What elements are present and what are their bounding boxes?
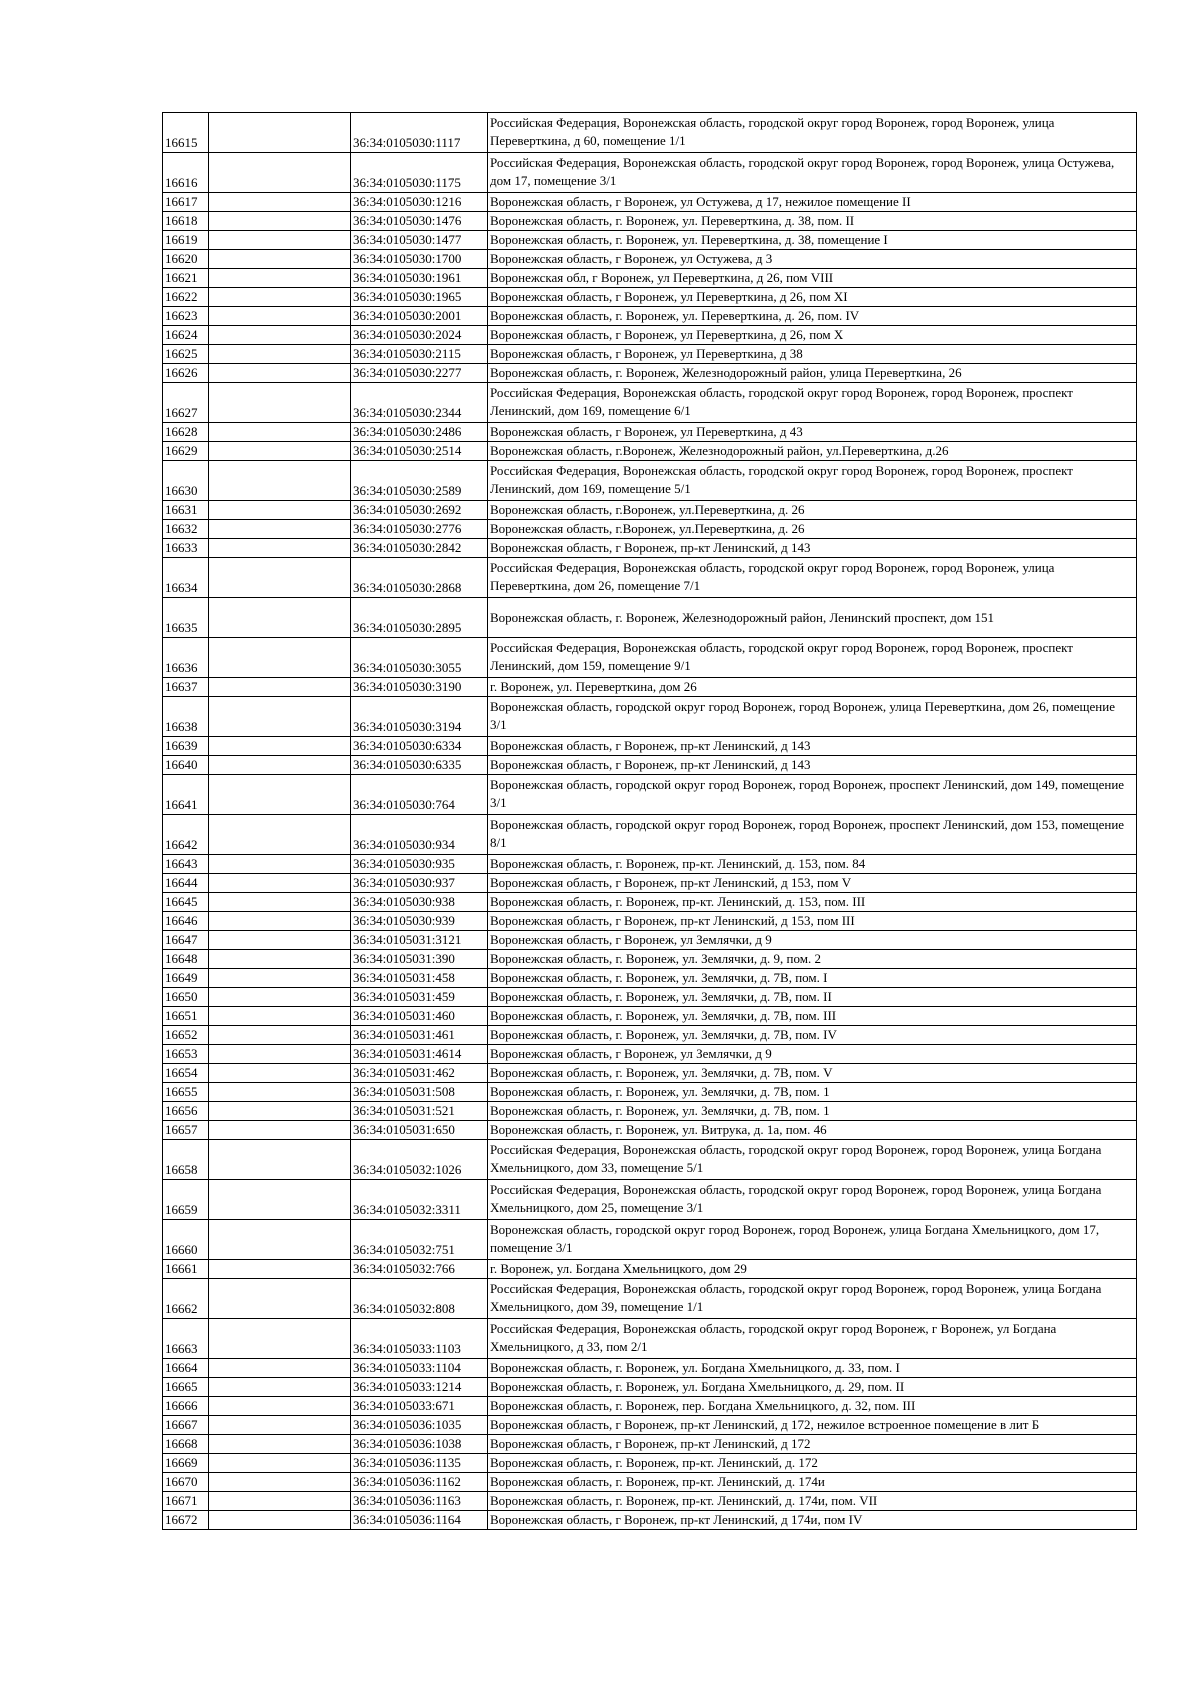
address-cell: Российская Федерация, Воронежская область, городской округ город Воронеж, город Воронеж, улица Переверткина, д 60, помещение 1/1 [488,113,1137,153]
address-cell: Воронежская область, г. Воронеж, ул. Переверткина, д. 26, пом. IV [488,307,1137,326]
cadastral-number-cell: 36:34:0105030:1477 [351,231,488,250]
empty-cell [209,775,351,815]
address-cell: Российская Федерация, Воронежская область, городской округ город Воронеж, город Воронеж, проспект Ленинский, дом 159, помещение 9/1 [488,638,1137,678]
table-row [163,113,1137,153]
address-cell: Воронежская область, г Воронеж, ул Землячки, д 9 [488,1045,1137,1064]
row-number-cell: 16643 [163,855,209,874]
cadastral-number-cell: 36:34:0105033:1214 [351,1378,488,1397]
row-number-cell: 16657 [163,1121,209,1140]
table-row [163,598,1137,638]
empty-cell [209,1102,351,1121]
address-cell: Воронежская область, городской округ город Воронеж, город Воронеж, улица Переверткина, дом 26, помещение 3/1 [488,697,1137,737]
cadastral-number-cell: 36:34:0105030:938 [351,893,488,912]
cadastral-number-cell: 36:34:0105030:2115 [351,345,488,364]
row-number-cell: 16628 [163,423,209,442]
table-row [163,1026,1137,1045]
cadastral-number-cell: 36:34:0105031:459 [351,988,488,1007]
cadastral-number-cell: 36:34:0105030:3194 [351,697,488,737]
row-number-cell: 16664 [163,1359,209,1378]
empty-cell [209,1045,351,1064]
table-row [163,442,1137,461]
address-cell: Воронежская область, г Воронеж, пр-кт Ленинский, д 143 [488,756,1137,775]
address-cell: Воронежская область, г. Воронеж, ул. Землячки, д. 9, пом. 2 [488,950,1137,969]
row-number-cell: 16659 [163,1180,209,1220]
empty-cell [209,1083,351,1102]
empty-cell [209,969,351,988]
row-number-cell: 16644 [163,874,209,893]
row-number-cell: 16653 [163,1045,209,1064]
table-row [163,501,1137,520]
empty-cell [209,364,351,383]
address-cell: Воронежская область, г. Воронеж, ул. Землячки, д. 7В, пом. III [488,1007,1137,1026]
cadastral-number-cell: 36:34:0105031:460 [351,1007,488,1026]
cadastral-number-cell: 36:34:0105030:2692 [351,501,488,520]
row-number-cell: 16627 [163,383,209,423]
table-row [163,1319,1137,1359]
table-row [163,931,1137,950]
row-number-cell: 16620 [163,250,209,269]
table-row [163,775,1137,815]
cadastral-number-cell: 36:34:0105031:508 [351,1083,488,1102]
row-number-cell: 16650 [163,988,209,1007]
row-number-cell: 16658 [163,1140,209,1180]
empty-cell [209,874,351,893]
address-cell: Воронежская область, г.Воронеж, ул.Переверткина, д. 26 [488,501,1137,520]
row-number-cell: 16665 [163,1378,209,1397]
empty-cell [209,1279,351,1319]
empty-cell [209,893,351,912]
row-number-cell: 16667 [163,1416,209,1435]
table-row [163,1378,1137,1397]
empty-cell [209,1511,351,1530]
table-row [163,193,1137,212]
table-row [163,1180,1137,1220]
address-cell: Воронежская область, г Воронеж, пр-кт Ленинский, д 174и, пом IV [488,1511,1137,1530]
cadastral-number-cell: 36:34:0105032:751 [351,1220,488,1260]
cadastral-number-cell: 36:34:0105030:1476 [351,212,488,231]
table-row [163,1007,1137,1026]
table-row [163,326,1137,345]
empty-cell [209,1435,351,1454]
row-number-cell: 16656 [163,1102,209,1121]
address-cell: Воронежская область, г. Воронеж, ул. Землячки, д. 7В, пом. I [488,969,1137,988]
cadastral-number-cell: 36:34:0105030:2776 [351,520,488,539]
empty-cell [209,113,351,153]
cadastral-number-cell: 36:34:0105032:3311 [351,1180,488,1220]
row-number-cell: 16635 [163,598,209,638]
empty-cell [209,1319,351,1359]
empty-cell [209,539,351,558]
registry-table [162,112,1137,1530]
cadastral-number-cell: 36:34:0105030:2895 [351,598,488,638]
table-row [163,912,1137,931]
cadastral-number-cell: 36:34:0105031:3121 [351,931,488,950]
row-number-cell: 16672 [163,1511,209,1530]
empty-cell [209,461,351,501]
cadastral-number-cell: 36:34:0105030:2589 [351,461,488,501]
row-number-cell: 16623 [163,307,209,326]
row-number-cell: 16663 [163,1319,209,1359]
address-cell: Воронежская область, г. Воронеж, ул. Землячки, д. 7В, пом. 1 [488,1102,1137,1121]
empty-cell [209,1492,351,1511]
empty-cell [209,345,351,364]
address-cell: Воронежская область, г. Воронеж, пр-кт. Ленинский, д. 153, пом. 84 [488,855,1137,874]
cadastral-number-cell: 36:34:0105030:935 [351,855,488,874]
empty-cell [209,1454,351,1473]
cadastral-number-cell: 36:34:0105036:1135 [351,1454,488,1473]
empty-cell [209,950,351,969]
address-cell: Воронежская область, г. Воронеж, ул. Землячки, д. 7В, пом. IV [488,1026,1137,1045]
address-cell: Воронежская область, г. Воронеж, ул. Богдана Хмельницкого, д. 33, пом. I [488,1359,1137,1378]
empty-cell [209,988,351,1007]
cadastral-number-cell: 36:34:0105030:2344 [351,383,488,423]
empty-cell [209,326,351,345]
address-cell: Воронежская область, г. Воронеж, ул. Переверткина, д. 38, помещение I [488,231,1137,250]
table-row [163,697,1137,737]
cadastral-number-cell: 36:34:0105030:1965 [351,288,488,307]
cadastral-number-cell: 36:34:0105031:521 [351,1102,488,1121]
row-number-cell: 16625 [163,345,209,364]
address-cell: Российская Федерация, Воронежская область, городской округ город Воронеж, город Воронеж, улица Переверткина, дом 26, помещение 7/1 [488,558,1137,598]
table-row [163,1102,1137,1121]
cadastral-number-cell: 36:34:0105030:6335 [351,756,488,775]
address-cell: Российская Федерация, Воронежская область, городской округ город Воронеж, город Воронеж, проспект Ленинский, дом 169, помещение 5/1 [488,461,1137,501]
empty-cell [209,1220,351,1260]
empty-cell [209,231,351,250]
cadastral-number-cell: 36:34:0105030:1117 [351,113,488,153]
row-number-cell: 16669 [163,1454,209,1473]
table-row [163,1220,1137,1260]
empty-cell [209,288,351,307]
empty-cell [209,269,351,288]
table-row [163,855,1137,874]
empty-cell [209,1359,351,1378]
address-cell: Российская Федерация, Воронежская область, городской округ город Воронеж, город Воронеж, проспект Ленинский, дом 169, помещение 6/1 [488,383,1137,423]
row-number-cell: 16642 [163,815,209,855]
cadastral-number-cell: 36:34:0105030:2001 [351,307,488,326]
empty-cell [209,697,351,737]
empty-cell [209,520,351,539]
address-cell: Воронежская область, г. Воронеж, ул. Переверткина, д. 38, пом. II [488,212,1137,231]
empty-cell [209,212,351,231]
row-number-cell: 16646 [163,912,209,931]
empty-cell [209,912,351,931]
row-number-cell: 16670 [163,1473,209,1492]
address-cell: Воронежская область, г Воронеж, ул Переверткина, д 38 [488,345,1137,364]
empty-cell [209,1397,351,1416]
table-row [163,1435,1137,1454]
table-row [163,1492,1137,1511]
empty-cell [209,423,351,442]
table-row [163,815,1137,855]
cadastral-number-cell: 36:34:0105030:1216 [351,193,488,212]
address-cell: Воронежская область, г. Воронеж, ул. Землячки, д. 7В, пом. 1 [488,1083,1137,1102]
table-row [163,1397,1137,1416]
address-cell: г. Воронеж, ул. Переверткина, дом 26 [488,678,1137,697]
address-cell: Воронежская область, г Воронеж, пр-кт Ленинский, д 153, пом V [488,874,1137,893]
cadastral-number-cell: 36:34:0105030:2842 [351,539,488,558]
table-row [163,893,1137,912]
address-cell: Воронежская область, г. Воронеж, ул. Землячки, д. 7В, пом. V [488,1064,1137,1083]
table-row [163,756,1137,775]
row-number-cell: 16616 [163,153,209,193]
table-row [163,1416,1137,1435]
table-row [163,250,1137,269]
empty-cell [209,756,351,775]
address-cell: Воронежская область, г. Воронеж, ул. Богдана Хмельницкого, д. 29, пом. II [488,1378,1137,1397]
cadastral-number-cell: 36:34:0105031:390 [351,950,488,969]
empty-cell [209,442,351,461]
address-cell: Воронежская область, г Воронеж, пр-кт Ленинский, д 172, нежилое встроенное помещение в лит Б [488,1416,1137,1435]
row-number-cell: 16636 [163,638,209,678]
address-cell: Воронежская область, г Воронеж, ул Землячки, д 9 [488,931,1137,950]
address-cell: Воронежская область, г. Воронеж, пр-кт. Ленинский, д. 172 [488,1454,1137,1473]
cadastral-number-cell: 36:34:0105031:458 [351,969,488,988]
cadastral-number-cell: 36:34:0105032:766 [351,1260,488,1279]
cadastral-number-cell: 36:34:0105030:937 [351,874,488,893]
table-row [163,307,1137,326]
cadastral-number-cell: 36:34:0105030:2868 [351,558,488,598]
row-number-cell: 16647 [163,931,209,950]
row-number-cell: 16621 [163,269,209,288]
row-number-cell: 16634 [163,558,209,598]
row-number-cell: 16624 [163,326,209,345]
address-cell: Воронежская область, городской округ город Воронеж, город Воронеж, улица Богдана Хмельницкого, дом 17, помещение 3/1 [488,1220,1137,1260]
row-number-cell: 16652 [163,1026,209,1045]
cadastral-number-cell: 36:34:0105030:934 [351,815,488,855]
address-cell: Воронежская область, г Воронеж, пр-кт Ленинский, д 143 [488,737,1137,756]
row-number-cell: 16660 [163,1220,209,1260]
empty-cell [209,383,351,423]
empty-cell [209,638,351,678]
address-cell: Воронежская область, г. Воронеж, Железнодорожный район, улица Переверткина, 26 [488,364,1137,383]
row-number-cell: 16671 [163,1492,209,1511]
empty-cell [209,1416,351,1435]
cadastral-number-cell: 36:34:0105031:461 [351,1026,488,1045]
row-number-cell: 16662 [163,1279,209,1319]
table-row [163,950,1137,969]
row-number-cell: 16668 [163,1435,209,1454]
address-cell: Воронежская область, г. Воронеж, Железнодорожный район, Ленинский проспект, дом 151 [488,598,1137,638]
cadastral-number-cell: 36:34:0105032:1026 [351,1140,488,1180]
cadastral-number-cell: 36:34:0105030:6334 [351,737,488,756]
cadastral-number-cell: 36:34:0105030:2024 [351,326,488,345]
table-row [163,678,1137,697]
row-number-cell: 16640 [163,756,209,775]
address-cell: Воронежская область, г Воронеж, пр-кт Ленинский, д 172 [488,1435,1137,1454]
row-number-cell: 16617 [163,193,209,212]
cadastral-number-cell: 36:34:0105031:462 [351,1064,488,1083]
address-cell: Воронежская область, г Воронеж, ул Переверткина, д 43 [488,423,1137,442]
cadastral-number-cell: 36:34:0105030:2514 [351,442,488,461]
table-row [163,558,1137,598]
table-row [163,1473,1137,1492]
empty-cell [209,1473,351,1492]
cadastral-number-cell: 36:34:0105031:4614 [351,1045,488,1064]
empty-cell [209,855,351,874]
table-row [163,231,1137,250]
address-cell: г. Воронеж, ул. Богдана Хмельницкого, дом 29 [488,1260,1137,1279]
row-number-cell: 16637 [163,678,209,697]
table-row [163,1045,1137,1064]
row-number-cell: 16619 [163,231,209,250]
row-number-cell: 16631 [163,501,209,520]
address-cell: Воронежская область, г.Воронеж, ул.Переверткина, д. 26 [488,520,1137,539]
row-number-cell: 16649 [163,969,209,988]
row-number-cell: 16629 [163,442,209,461]
row-number-cell: 16626 [163,364,209,383]
address-cell: Воронежская область, городской округ город Воронеж, город Воронеж, проспект Ленинский, дом 149, помещение 3/1 [488,775,1137,815]
address-cell: Российская Федерация, Воронежская область, городской округ город Воронеж, город Воронеж, улица Богдана Хмельницкого, дом 25, помещение 3/1 [488,1180,1137,1220]
address-cell: Российская Федерация, Воронежская область, городской округ город Воронеж, город Воронеж, улица Остужева, дом 17, помещение 3/1 [488,153,1137,193]
empty-cell [209,1260,351,1279]
row-number-cell: 16632 [163,520,209,539]
empty-cell [209,737,351,756]
empty-cell [209,598,351,638]
table-row [163,638,1137,678]
empty-cell [209,558,351,598]
empty-cell [209,1121,351,1140]
table-row [163,345,1137,364]
table-row [163,1121,1137,1140]
cadastral-number-cell: 36:34:0105030:1961 [351,269,488,288]
address-cell: Воронежская область, г. Воронеж, пр-кт. Ленинский, д. 174и [488,1473,1137,1492]
empty-cell [209,250,351,269]
row-number-cell: 16633 [163,539,209,558]
address-cell: Воронежская область, г. Воронеж, пр-кт. Ленинский, д. 153, пом. III [488,893,1137,912]
cadastral-number-cell: 36:34:0105030:3190 [351,678,488,697]
address-cell: Воронежская область, г Воронеж, пр-кт Ленинский, д 153, пом III [488,912,1137,931]
row-number-cell: 16655 [163,1083,209,1102]
cadastral-number-cell: 36:34:0105036:1162 [351,1473,488,1492]
cadastral-number-cell: 36:34:0105036:1163 [351,1492,488,1511]
empty-cell [209,931,351,950]
table-row [163,1140,1137,1180]
row-number-cell: 16638 [163,697,209,737]
address-cell: Воронежская область, г. Воронеж, ул. Витрука, д. 1а, пом. 46 [488,1121,1137,1140]
cadastral-number-cell: 36:34:0105032:808 [351,1279,488,1319]
empty-cell [209,1140,351,1180]
table-row [163,1279,1137,1319]
address-cell: Российская Федерация, Воронежская область, городской округ город Воронеж, г Воронеж, ул Богдана Хмельницкого, д 33, пом 2/1 [488,1319,1137,1359]
row-number-cell: 16661 [163,1260,209,1279]
empty-cell [209,815,351,855]
cadastral-number-cell: 36:34:0105030:3055 [351,638,488,678]
table-row [163,520,1137,539]
table-row [163,1359,1137,1378]
cadastral-number-cell: 36:34:0105033:671 [351,1397,488,1416]
cadastral-number-cell: 36:34:0105033:1104 [351,1359,488,1378]
empty-cell [209,153,351,193]
empty-cell [209,678,351,697]
row-number-cell: 16639 [163,737,209,756]
table-row [163,1260,1137,1279]
empty-cell [209,307,351,326]
row-number-cell: 16651 [163,1007,209,1026]
cadastral-number-cell: 36:34:0105036:1164 [351,1511,488,1530]
row-number-cell: 16618 [163,212,209,231]
cadastral-number-cell: 36:34:0105036:1038 [351,1435,488,1454]
table-row [163,1064,1137,1083]
cadastral-number-cell: 36:34:0105036:1035 [351,1416,488,1435]
address-cell: Воронежская область, г Воронеж, ул Переверткина, д 26, пом XI [488,288,1137,307]
address-cell: Воронежская обл, г Воронеж, ул Переверткина, д 26, пом VIII [488,269,1137,288]
table-row [163,539,1137,558]
table-row [163,1454,1137,1473]
registry-table-body [163,113,1137,1530]
table-row [163,288,1137,307]
table-row [163,212,1137,231]
empty-cell [209,1064,351,1083]
table-row [163,364,1137,383]
address-cell: Российская Федерация, Воронежская область, городской округ город Воронеж, город Воронеж, улица Богдана Хмельницкого, дом 33, помещение 5/1 [488,1140,1137,1180]
table-row [163,383,1137,423]
empty-cell [209,1007,351,1026]
empty-cell [209,193,351,212]
table-row [163,1511,1137,1530]
address-cell: Воронежская область, г Воронеж, ул Переверткина, д 26, пом X [488,326,1137,345]
address-cell: Воронежская область, г. Воронеж, ул. Землячки, д. 7В, пом. II [488,988,1137,1007]
row-number-cell: 16654 [163,1064,209,1083]
address-cell: Воронежская область, г. Воронеж, пр-кт. Ленинский, д. 174и, пом. VII [488,1492,1137,1511]
cadastral-number-cell: 36:34:0105030:2486 [351,423,488,442]
cadastral-number-cell: 36:34:0105033:1103 [351,1319,488,1359]
table-row [163,874,1137,893]
table-row [163,461,1137,501]
row-number-cell: 16666 [163,1397,209,1416]
table-row [163,423,1137,442]
address-cell: Воронежская область, г Воронеж, ул Остужева, д 17, нежилое помещение II [488,193,1137,212]
empty-cell [209,1378,351,1397]
row-number-cell: 16641 [163,775,209,815]
cadastral-number-cell: 36:34:0105030:939 [351,912,488,931]
cadastral-number-cell: 36:34:0105030:1700 [351,250,488,269]
table-row [163,969,1137,988]
row-number-cell: 16630 [163,461,209,501]
address-cell: Воронежская область, г Воронеж, пр-кт Ленинский, д 143 [488,539,1137,558]
empty-cell [209,501,351,520]
table-row [163,269,1137,288]
cadastral-number-cell: 36:34:0105030:764 [351,775,488,815]
row-number-cell: 16615 [163,113,209,153]
cadastral-number-cell: 36:34:0105030:1175 [351,153,488,193]
address-cell: Воронежская область, г Воронеж, ул Остужева, д 3 [488,250,1137,269]
table-row [163,988,1137,1007]
cadastral-number-cell: 36:34:0105031:650 [351,1121,488,1140]
address-cell: Воронежская область, городской округ город Воронеж, город Воронеж, проспект Ленинский, дом 153, помещение 8/1 [488,815,1137,855]
row-number-cell: 16648 [163,950,209,969]
row-number-cell: 16645 [163,893,209,912]
table-row [163,153,1137,193]
empty-cell [209,1180,351,1220]
address-cell: Воронежская область, г. Воронеж, пер. Богдана Хмельницкого, д. 32, пом. III [488,1397,1137,1416]
table-row [163,1083,1137,1102]
empty-cell [209,1026,351,1045]
address-cell: Воронежская область, г.Воронеж, Железнодорожный район, ул.Переверткина, д.26 [488,442,1137,461]
address-cell: Российская Федерация, Воронежская область, городской округ город Воронеж, город Воронеж, улица Богдана Хмельницкого, дом 39, помещение 1/1 [488,1279,1137,1319]
table-row [163,737,1137,756]
cadastral-number-cell: 36:34:0105030:2277 [351,364,488,383]
row-number-cell: 16622 [163,288,209,307]
